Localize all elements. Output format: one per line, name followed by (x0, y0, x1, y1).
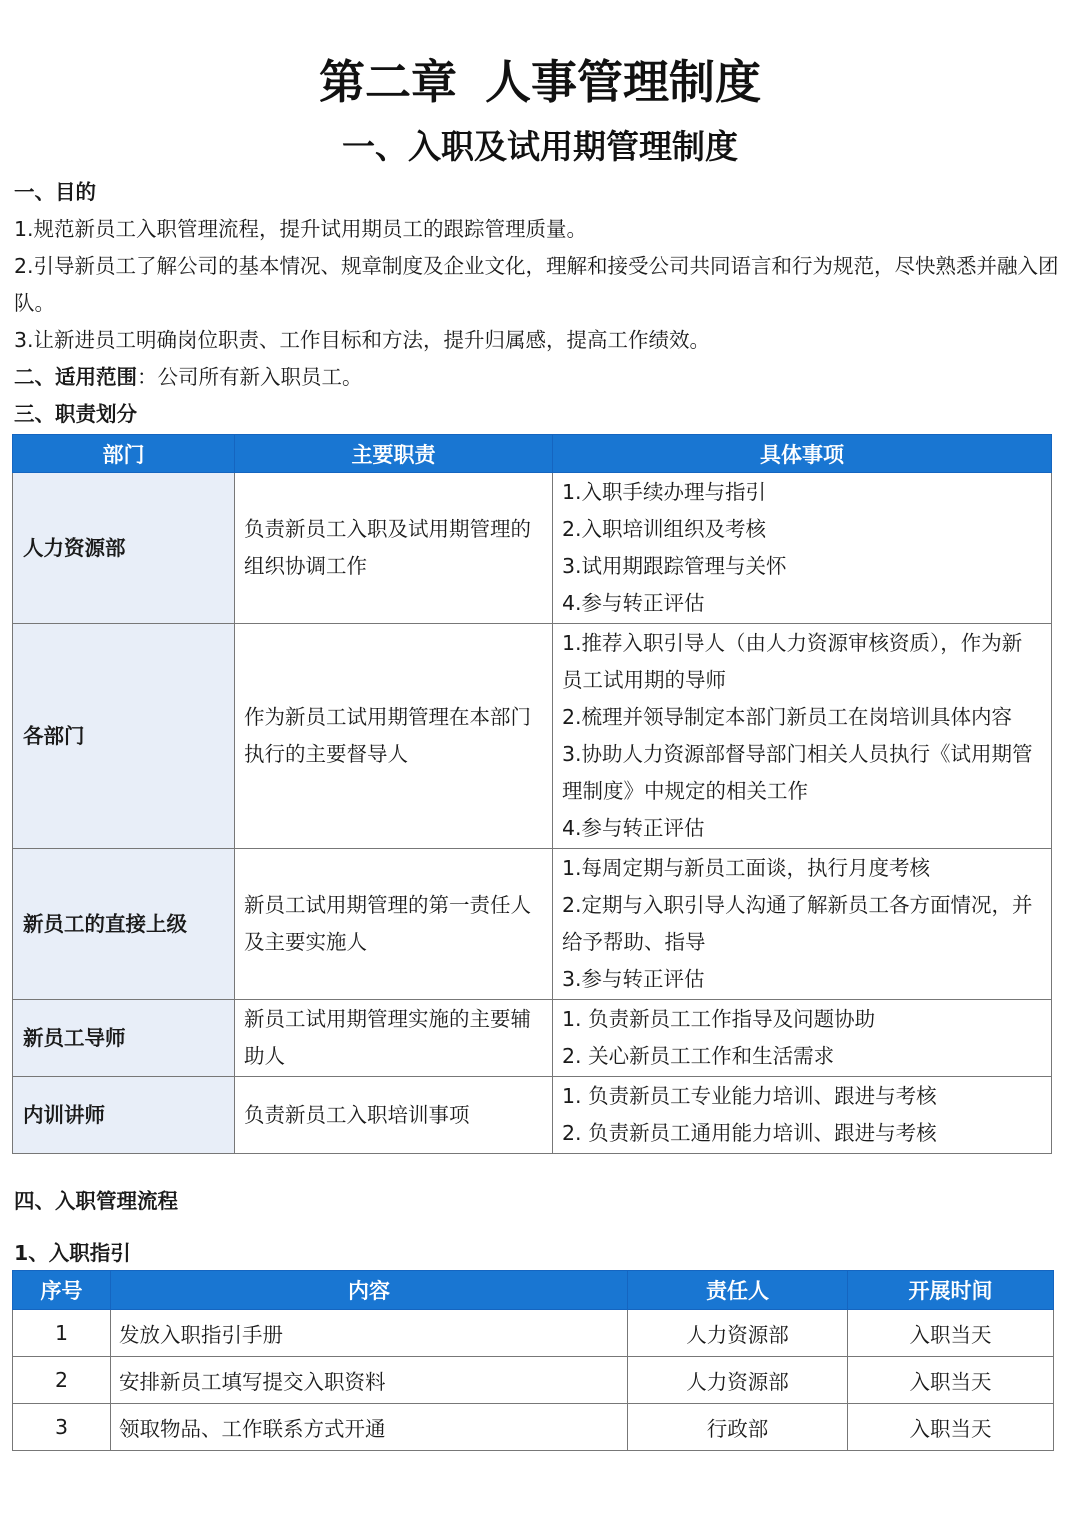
main-duty-cell: 负责新员工入职培训事项 (235, 1077, 553, 1154)
chapter-title (0, 52, 1080, 112)
table-row (13, 1404, 1054, 1451)
scope-heading: 二、适用范围 (14, 365, 137, 389)
row-owner: 行政部 (628, 1404, 848, 1451)
row-time: 入职当天 (848, 1357, 1054, 1404)
purpose-heading: 一、目的 (14, 180, 96, 204)
dept-cell: 内训讲师 (13, 1077, 235, 1154)
row-content: 安排新员工填写提交入职资料 (111, 1357, 628, 1404)
list-item: 1.每周定期与新员工面谈，执行月度考核 (562, 856, 931, 880)
chapter-name: 人事管理制度 (485, 55, 761, 109)
row-owner: 人力资源部 (628, 1310, 848, 1357)
col-header-no: 序号 (13, 1271, 111, 1310)
col-header-items: 具体事项 (553, 435, 1052, 473)
row-number: 3 (13, 1404, 111, 1451)
table-row (13, 1310, 1054, 1357)
scope-text: ：公司所有新入职员工。 (137, 365, 363, 389)
main-duty-cell: 新员工试用期管理实施的主要辅助人 (235, 1000, 553, 1077)
duties-heading: 三、职责划分 (14, 402, 137, 426)
items-cell (553, 1077, 1052, 1154)
row-time: 入职当天 (848, 1404, 1054, 1451)
main-duty-cell: 作为新员工试用期管理在本部门执行的主要督导人 (235, 624, 553, 849)
items-cell (553, 473, 1052, 624)
intro-content (14, 174, 1059, 433)
row-owner: 人力资源部 (628, 1357, 848, 1404)
list-item: 1. 负责新员工工作指导及问题协助 (562, 1007, 876, 1031)
list-item: 2. 关心新员工工作和生活需求 (562, 1044, 835, 1068)
col-header-time: 开展时间 (848, 1271, 1054, 1310)
purpose-item-3: 3.让新进员工明确岗位职责、工作目标和方法，提升归属感，提高工作绩效。 (14, 328, 711, 352)
list-item: 2.梳理并领导制定本部门新员工在岗培训具体内容 (562, 705, 1013, 729)
list-item: 2.入职培训组织及考核 (562, 517, 767, 541)
list-item: 1.入职手续办理与指引 (562, 480, 767, 504)
list-item: 3.试用期跟踪管理与关怀 (562, 554, 787, 578)
list-item: 3.协助人力资源部督导部门相关人员执行《试用期管理制度》中规定的相关工作 (562, 742, 1033, 803)
dept-cell: 新员工导师 (13, 1000, 235, 1077)
duty-table-header (13, 435, 1052, 473)
dept-cell: 各部门 (13, 624, 235, 849)
scope-line (14, 359, 1059, 396)
items-cell (553, 849, 1052, 1000)
row-content: 领取物品、工作联系方式开通 (111, 1404, 628, 1451)
list-item: 1.推荐入职引导人（由人力资源审核资质），作为新员工试用期的导师 (562, 631, 1023, 692)
list-item: 3.参与转正评估 (562, 967, 705, 991)
main-duty-cell: 负责新员工入职及试用期管理的组织协调工作 (235, 473, 553, 624)
dept-cell: 人力资源部 (13, 473, 235, 624)
row-time: 入职当天 (848, 1310, 1054, 1357)
items-cell (553, 624, 1052, 849)
row-number: 2 (13, 1357, 111, 1404)
row-content: 发放入职指引手册 (111, 1310, 628, 1357)
purpose-item-1: 1.规范新员工入职管理流程，提升试用期员工的跟踪管理质量。 (14, 217, 588, 241)
purpose-item-2: 2.引导新员工了解公司的基本情况、规章制度及企业文化，理解和接受公司共同语言和行为规范，尽快熟悉并融入团队。 (14, 254, 1059, 315)
table-row (13, 1000, 1052, 1077)
process-heading: 四、入职管理流程 (14, 1189, 178, 1213)
row-number: 1 (13, 1310, 111, 1357)
col-header-owner: 责任人 (628, 1271, 848, 1310)
table-row (13, 473, 1052, 624)
chapter-number: 第二章 (319, 55, 457, 109)
items-cell (553, 1000, 1052, 1077)
list-item: 2.定期与入职引导人沟通了解新员工各方面情况，并给予帮助、指导 (562, 893, 1033, 954)
table-row (13, 1077, 1052, 1154)
col-header-content: 内容 (111, 1271, 628, 1310)
section-title: 一、入职及试用期管理制度 (342, 127, 738, 166)
process-sub-heading: 1、入职指引 (14, 1241, 131, 1265)
list-item: 4.参与转正评估 (562, 591, 705, 615)
col-header-dept: 部门 (13, 435, 235, 473)
table-row (13, 624, 1052, 849)
col-header-main-duty: 主要职责 (235, 435, 553, 473)
dept-cell: 新员工的直接上级 (13, 849, 235, 1000)
onboarding-guide-table (12, 1270, 1054, 1451)
duty-table (12, 434, 1052, 1154)
list-item: 1. 负责新员工专业能力培训、跟进与考核 (562, 1084, 937, 1108)
list-item: 2. 负责新员工通用能力培训、跟进与考核 (562, 1121, 937, 1145)
table-row (13, 849, 1052, 1000)
table-row (13, 1357, 1054, 1404)
list-item: 4.参与转正评估 (562, 816, 705, 840)
main-duty-cell: 新员工试用期管理的第一责任人及主要实施人 (235, 849, 553, 1000)
guide-table-header (13, 1271, 1054, 1310)
